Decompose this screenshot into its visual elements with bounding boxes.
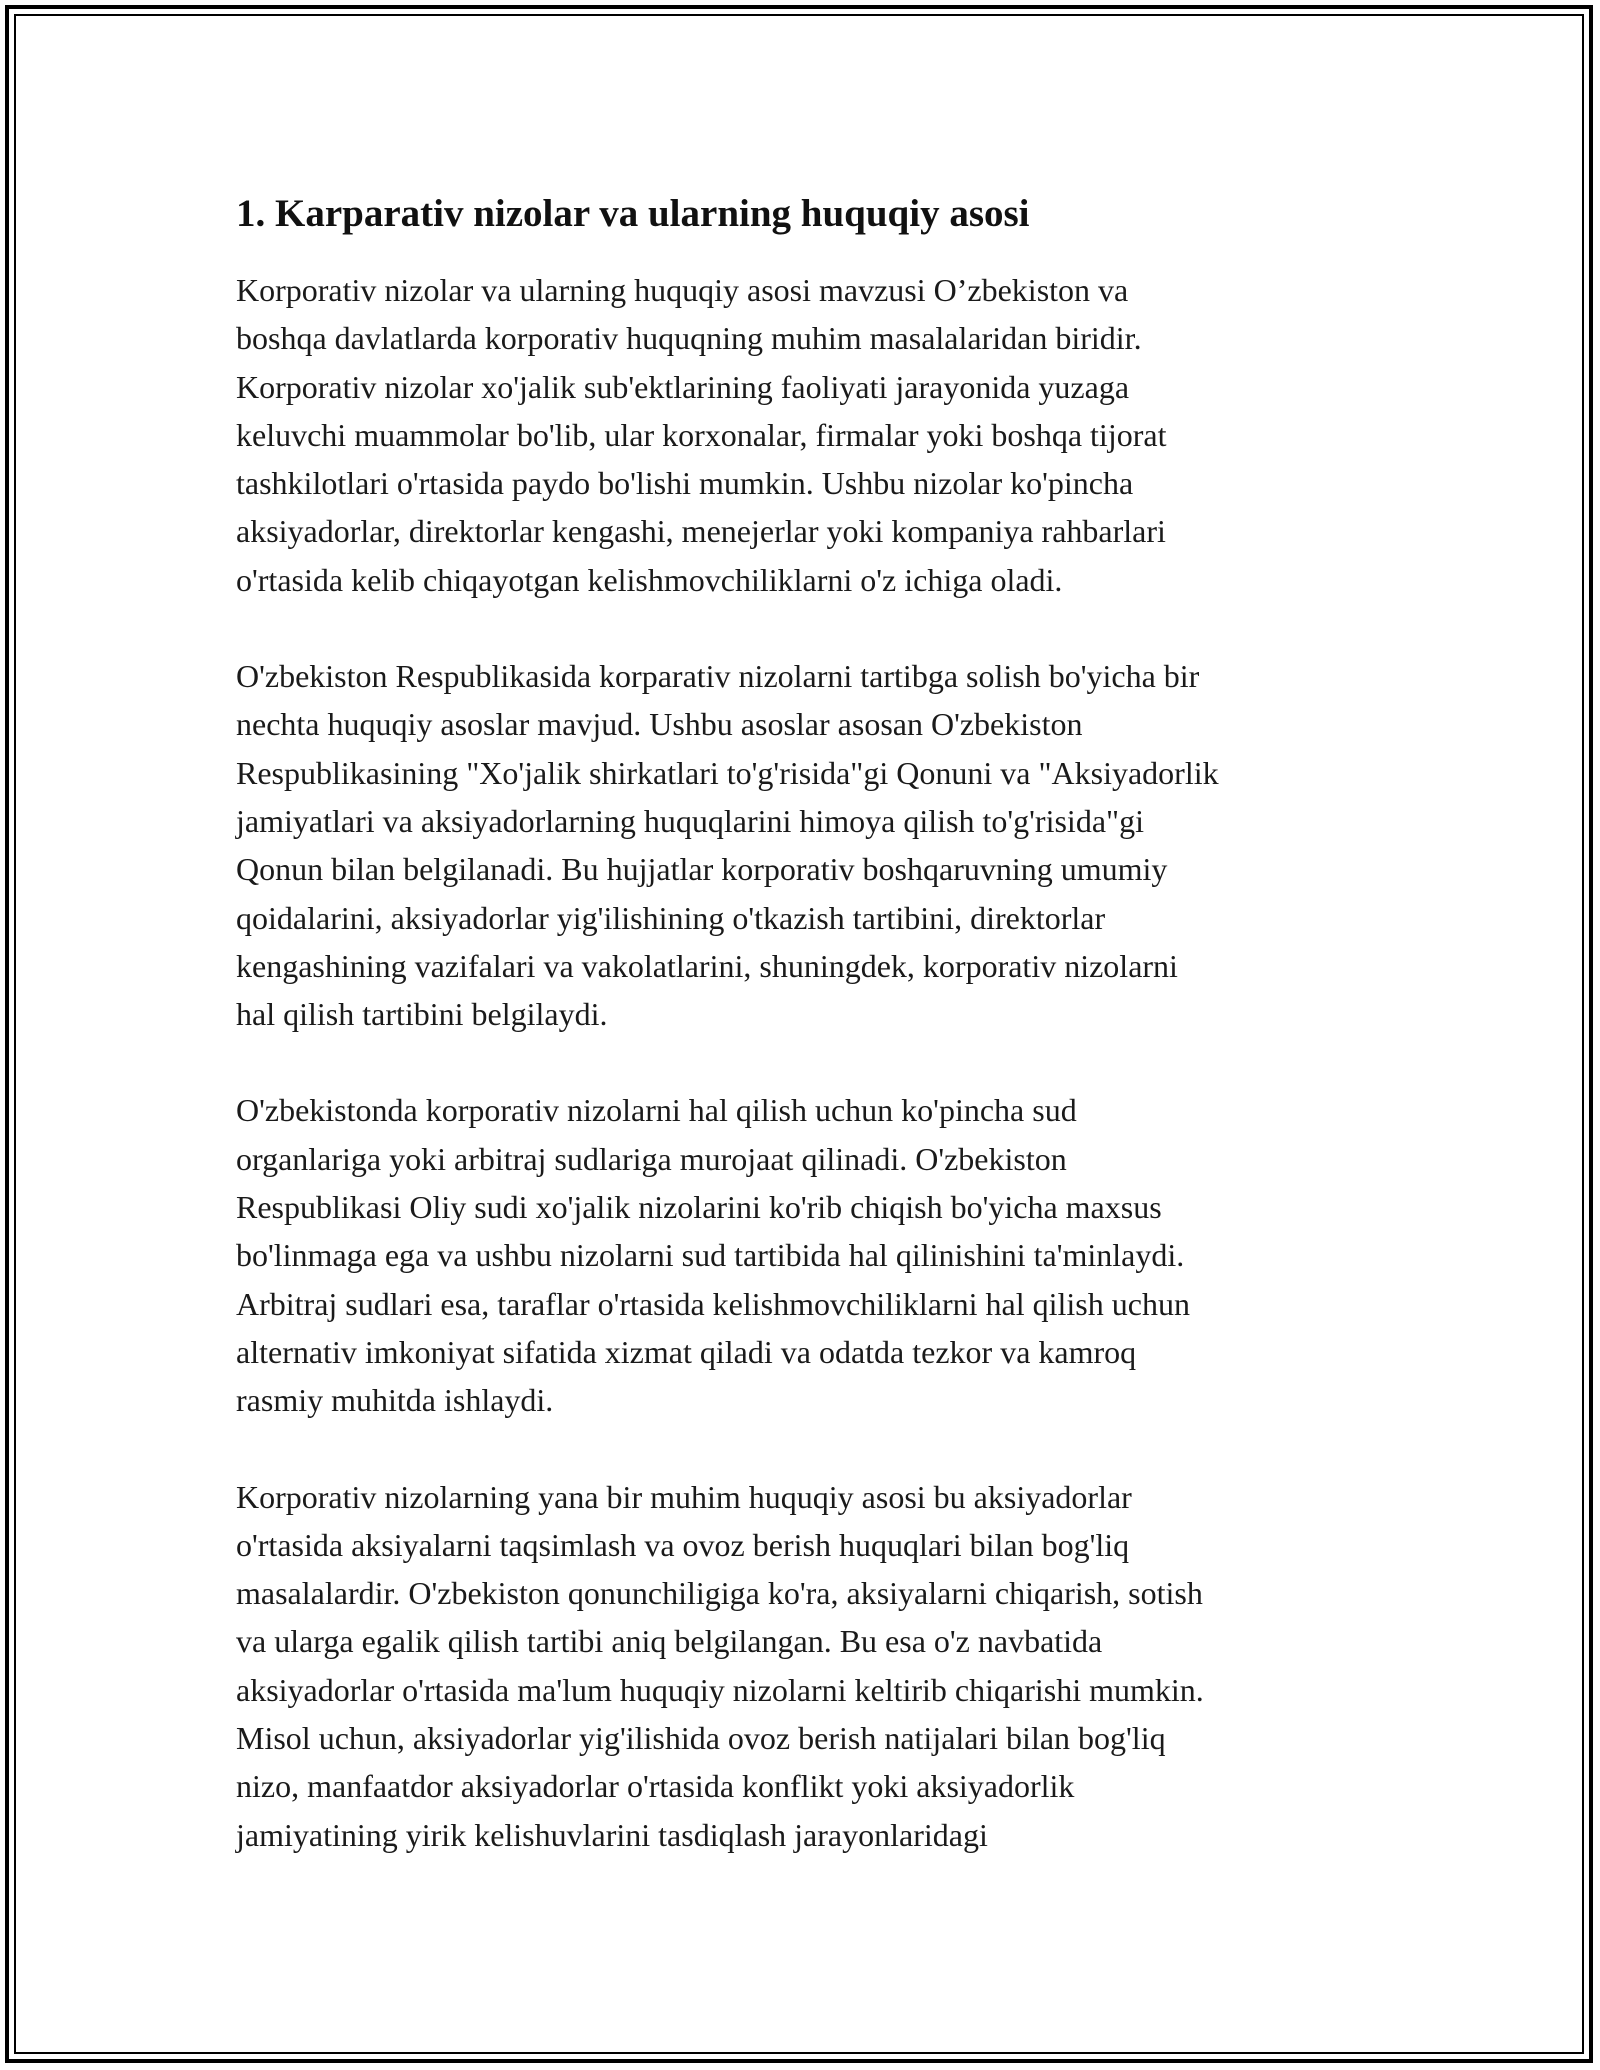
text-line: qoidalarini, aksiyadorlar yig'ilishining o'tkazish tartibini, direktorlar <box>236 899 1106 936</box>
text-line: o'rtasida aksiyalarni taqsimlash va ovoz berish huquqlari bilan bog'liq <box>236 1526 1130 1563</box>
text-line: o'rtasida kelib chiqayotgan kelishmovchiliklarni o'z ichiga oladi. <box>236 561 1063 598</box>
text-line: jamiyatlari va aksiyadorlarning huquqlarini himoya qilish to'g'risida"gi <box>236 802 1144 839</box>
text-line: rasmiy muhitda ishlaydi. <box>236 1382 554 1419</box>
text-line: O'zbekiston Respublikasida korparativ nizolarni tartibga solish bo'yicha bir <box>236 658 1200 695</box>
document-body <box>236 188 1386 1907</box>
text-line: nechta huquqiy asoslar mavjud. Ushbu asoslar asosan O'zbekiston <box>236 706 1083 743</box>
text-line: Korporativ nizolarning yana bir muhim huquqiy asosi bu aksiyadorlar <box>236 1478 1132 1515</box>
text-line: kengashining vazifalari va vakolatlarini, shuningdek, korporativ nizolarni <box>236 947 1178 984</box>
text-line: boshqa davlatlarda korporativ huquqning muhim masalalaridan biridir. <box>236 320 1142 357</box>
text-line: jamiyatining yirik kelishuvlarini tasdiqlash jarayonlaridagi <box>236 1816 988 1853</box>
paragraph-3 <box>236 1086 1386 1424</box>
text-line: aksiyadorlar o'rtasida ma'lum huquqiy nizolarni keltirib chiqarishi mumkin. <box>236 1671 1204 1708</box>
text-line: tashkilotlari o'rtasida paydo bo'lishi mumkin. Ushbu nizolar ko'pincha <box>236 465 1134 502</box>
text-line: keluvchi muammolar bo'lib, ular korxonalar, firmalar yoki boshqa tijorat <box>236 416 1167 453</box>
paragraph-2 <box>236 652 1386 1038</box>
text-line: aksiyadorlar, direktorlar kengashi, menejerlar yoki kompaniya rahbarlari <box>236 513 1166 550</box>
text-line: nizo, manfaatdor aksiyadorlar o'rtasida konflikt yoki aksiyadorlik <box>236 1768 1075 1805</box>
text-line: Arbitraj sudlari esa, taraflar o'rtasida kelishmovchiliklarni hal qilish uchun <box>236 1285 1190 1322</box>
paragraph-1 <box>236 266 1386 604</box>
text-line: bo'linmaga ega va ushbu nizolarni sud tartibida hal qilinishini ta'minlaydi. <box>236 1237 1185 1274</box>
text-line: Respublikasi Oliy sudi xo'jalik nizolarini ko'rib chiqish bo'yicha maxsus <box>236 1189 1162 1226</box>
text-line: Korporativ nizolar va ularning huquqiy asosi mavzusi O’zbekiston va <box>236 272 1129 308</box>
text-line: Korporativ nizolar xo'jalik sub'ektlarining faoliyati jarayonida yuzaga <box>236 368 1130 405</box>
text-line: Misol uchun, aksiyadorlar yig'ilishida ovoz berish natijalari bilan bog'liq <box>236 1720 1166 1757</box>
paragraph-4 <box>236 1473 1386 1859</box>
text-line: va ularga egalik qilish tartibi aniq belgilangan. Bu esa o'z navbatida <box>236 1623 1103 1660</box>
text-line: organlariga yoki arbitraj sudlariga murojaat qilinadi. O'zbekiston <box>236 1140 1067 1177</box>
text-line: Qonun bilan belgilanadi. Bu hujjatlar korporativ boshqaruvning umumiy <box>236 851 1168 888</box>
text-line: Respublikasining "Xo'jalik shirkatlari to'g'risida"gi Qonuni va "Aksiyadorlik <box>236 754 1219 791</box>
text-line: alternativ imkoniyat sifatida xizmat qiladi va odatda tezkor va kamroq <box>236 1333 1137 1370</box>
text-line: masalalardir. O'zbekiston qonunchiligiga ko'ra, aksiyalarni chiqarish, sotish <box>236 1575 1203 1612</box>
section-heading: 1. Karparativ nizolar va ularning huquqiy asosi <box>236 192 1030 235</box>
text-line: O'zbekistonda korporativ nizolarni hal qilish uchun ko'pincha sud <box>236 1092 1077 1129</box>
text-line: hal qilish tartibini belgilaydi. <box>236 996 608 1033</box>
